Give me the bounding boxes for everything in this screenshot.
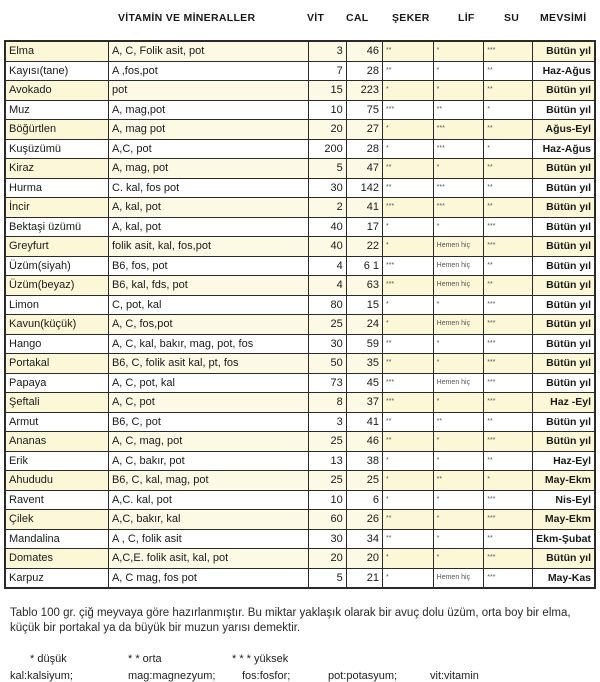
su-rating: ***: [484, 237, 532, 257]
vit-value: 5: [309, 159, 346, 179]
seker-rating: **: [383, 432, 434, 452]
vit-value: 50: [309, 354, 346, 374]
vit-value: 7: [309, 61, 346, 81]
season: Bütün yıl: [532, 237, 595, 257]
table-row: [5, 178, 595, 198]
cal-value: 37: [346, 393, 382, 413]
season: Bütün yıl: [532, 549, 595, 569]
su-rating: ***: [484, 217, 532, 237]
vit-value: 3: [309, 41, 346, 61]
season: Bütün yıl: [532, 100, 595, 120]
cal-value: 46: [346, 432, 382, 452]
lif-rating: *: [433, 432, 484, 452]
lif-rating: *: [433, 217, 484, 237]
fruit-name: Hurma: [5, 178, 108, 198]
seker-rating: **: [383, 412, 434, 432]
table-row: [5, 334, 595, 354]
season: Bütün yıl: [532, 198, 595, 218]
header-vitamin: VİTAMİN VE MİNERALLER: [118, 12, 256, 24]
lif-rating: *: [433, 81, 484, 101]
table-row: [5, 100, 595, 120]
header-lif: LİF: [458, 12, 475, 24]
season: Bütün yıl: [532, 295, 595, 315]
fruit-name: Üzüm(beyaz): [5, 276, 108, 296]
fruit-name: Muz: [5, 100, 108, 120]
seker-rating: *: [383, 471, 434, 491]
vitamins: folik asit, kal, fos,pot: [108, 237, 308, 257]
table-row: [5, 451, 595, 471]
fruit-name: Limon: [5, 295, 108, 315]
vit-value: 25: [309, 432, 346, 452]
season: Bütün yıl: [532, 432, 595, 452]
season: Bütün yıl: [532, 334, 595, 354]
legend-high: * * * yüksek: [232, 653, 289, 665]
lif-rating: *: [433, 451, 484, 471]
vitamins: A,C. kal, pot: [108, 490, 308, 510]
su-rating: **: [484, 276, 532, 296]
header-vit: VİT: [307, 12, 325, 24]
season: May-Ekm: [532, 510, 595, 530]
table-row: [5, 568, 595, 588]
cal-value: 6: [346, 490, 382, 510]
vitamins: B6, fos, pot: [108, 256, 308, 276]
vit-value: 15: [309, 81, 346, 101]
vitamins: A ,fos,pot: [108, 61, 308, 81]
lif-rating: *: [433, 549, 484, 569]
fruit-name: Çilek: [5, 510, 108, 530]
fruit-name: Üzüm(siyah): [5, 256, 108, 276]
seker-rating: **: [383, 159, 434, 179]
cal-value: 17: [346, 217, 382, 237]
su-rating: *: [484, 471, 532, 491]
su-rating: **: [484, 529, 532, 549]
cal-value: 15: [346, 295, 382, 315]
fruit-name: Hango: [5, 334, 108, 354]
table-row: [5, 237, 595, 257]
su-rating: **: [484, 159, 532, 179]
season: Haz-Ağus: [532, 61, 595, 81]
vitamins: B6, C, pot: [108, 412, 308, 432]
vitamins: A,C,E. folik asit, kal, pot: [108, 549, 308, 569]
table-row: [5, 81, 595, 101]
abbr-fos: fos:fosfor;: [242, 670, 291, 682]
fruit-name: Kuşüzümü: [5, 139, 108, 159]
season: Bütün yıl: [532, 41, 595, 61]
cal-value: 34: [346, 529, 382, 549]
season: Nis-Eyl: [532, 490, 595, 510]
vit-value: 73: [309, 373, 346, 393]
su-rating: ***: [484, 510, 532, 530]
fruit-name: Ravent: [5, 490, 108, 510]
vit-value: 8: [309, 393, 346, 413]
seker-rating: *: [383, 120, 434, 140]
su-rating: ***: [484, 490, 532, 510]
cal-value: 59: [346, 334, 382, 354]
cal-value: 26: [346, 510, 382, 530]
lif-rating: *: [433, 61, 484, 81]
table-row: [5, 510, 595, 530]
vitamins: A, kal, pot: [108, 198, 308, 218]
su-rating: *: [484, 139, 532, 159]
cal-value: 46: [346, 41, 382, 61]
table-row: [5, 295, 595, 315]
season: May-Ekm: [532, 471, 595, 491]
lif-rating: ***: [433, 139, 484, 159]
abbr-mag: mag:magnezyum;: [128, 670, 216, 682]
cal-value: 223: [346, 81, 382, 101]
vit-value: 40: [309, 217, 346, 237]
lif-rating: *: [433, 295, 484, 315]
vitamins: A, C, fos,pot: [108, 315, 308, 335]
seker-rating: *: [383, 295, 434, 315]
table-row: [5, 139, 595, 159]
season: Haz-Ağus: [532, 139, 595, 159]
su-rating: **: [484, 256, 532, 276]
vitamins: B6, kal, fds, pot: [108, 276, 308, 296]
vit-value: 40: [309, 237, 346, 257]
lif-rating: *: [433, 490, 484, 510]
fruit-name: Bektaşi üzümü: [5, 217, 108, 237]
vit-value: 30: [309, 334, 346, 354]
table-row: [5, 61, 595, 81]
seker-rating: *: [383, 490, 434, 510]
season: May-Kas: [532, 568, 595, 588]
lif-rating: Hemen hiç: [433, 276, 484, 296]
table-row: [5, 471, 595, 491]
vitamins: A, C, kal, bakır, mag, pot, fos: [108, 334, 308, 354]
lif-rating: **: [433, 100, 484, 120]
abbr-vit: vit:vitamin: [430, 670, 479, 682]
header-seker: ŞEKER: [392, 12, 430, 24]
vit-value: 20: [309, 120, 346, 140]
vit-value: 30: [309, 178, 346, 198]
vit-value: 80: [309, 295, 346, 315]
seker-rating: **: [383, 334, 434, 354]
lif-rating: Hemen hiç: [433, 237, 484, 257]
lif-rating: **: [433, 471, 484, 491]
seker-rating: *: [383, 568, 434, 588]
table-header: [0, 8, 600, 30]
table-row: [5, 276, 595, 296]
su-rating: **: [484, 61, 532, 81]
fruit-table: [4, 40, 596, 589]
vitamins: A, C, bakır, pot: [108, 451, 308, 471]
cal-value: 38: [346, 451, 382, 471]
su-rating: ***: [484, 334, 532, 354]
cal-value: 27: [346, 120, 382, 140]
fruit-name: Greyfurt: [5, 237, 108, 257]
fruit-name: Kiraz: [5, 159, 108, 179]
season: Bütün yıl: [532, 276, 595, 296]
legend: [20, 653, 580, 667]
abbreviations: [10, 670, 600, 682]
vitamins: pot: [108, 81, 308, 101]
vit-value: 30: [309, 529, 346, 549]
table-row: [5, 373, 595, 393]
season: Bütün yıl: [532, 178, 595, 198]
su-rating: ***: [484, 432, 532, 452]
su-rating: **: [484, 120, 532, 140]
season: Ekm-Şubat: [532, 529, 595, 549]
lif-rating: *: [433, 354, 484, 374]
legend-mid: * * orta: [128, 653, 162, 665]
vitamins: A, C mag, fos pot: [108, 568, 308, 588]
lif-rating: Hemen hiç: [433, 256, 484, 276]
cal-value: 45: [346, 373, 382, 393]
vitamins: A,C, bakır, kal: [108, 510, 308, 530]
table-row: [5, 198, 595, 218]
vit-value: 200: [309, 139, 346, 159]
lif-rating: Hemen hiç: [433, 568, 484, 588]
su-rating: ***: [484, 373, 532, 393]
lif-rating: ***: [433, 198, 484, 218]
lif-rating: **: [433, 412, 484, 432]
season: Bütün yıl: [532, 81, 595, 101]
header-su: SU: [504, 12, 520, 24]
season: Bütün yıl: [532, 256, 595, 276]
cal-value: 41: [346, 198, 382, 218]
vitamins: A, mag pot: [108, 120, 308, 140]
table-row: [5, 549, 595, 569]
fruit-name: Erik: [5, 451, 108, 471]
vitamins: A , C, folik asit: [108, 529, 308, 549]
table-row: [5, 41, 595, 61]
cal-value: 35: [346, 354, 382, 374]
cal-value: 75: [346, 100, 382, 120]
vit-value: 3: [309, 412, 346, 432]
fruit-name: İncir: [5, 198, 108, 218]
lif-rating: ***: [433, 178, 484, 198]
lif-rating: *: [433, 159, 484, 179]
lif-rating: *: [433, 529, 484, 549]
su-rating: **: [484, 451, 532, 471]
table-row: [5, 315, 595, 335]
fruit-name: Kayısı(tane): [5, 61, 108, 81]
cal-value: 6 1: [346, 256, 382, 276]
fruit-name: Papaya: [5, 373, 108, 393]
vitamins: C, pot, kal: [108, 295, 308, 315]
vitamins: A, C, Folik asit, pot: [108, 41, 308, 61]
su-rating: ***: [484, 549, 532, 569]
season: Ağus-Eyl: [532, 120, 595, 140]
season: Bütün yıl: [532, 354, 595, 374]
table-row: [5, 412, 595, 432]
lif-rating: Hemen hiç: [433, 315, 484, 335]
header-cal: CAL: [346, 12, 369, 24]
vitamins: A, mag, pot: [108, 159, 308, 179]
cal-value: 25: [346, 471, 382, 491]
seker-rating: ***: [383, 198, 434, 218]
vit-value: 2: [309, 198, 346, 218]
fruit-name: Şeftali: [5, 393, 108, 413]
season: Bütün yıl: [532, 315, 595, 335]
lif-rating: *: [433, 510, 484, 530]
table-row: [5, 354, 595, 374]
lif-rating: *: [433, 393, 484, 413]
abbr-kal: kal:kalsiyum;: [10, 670, 73, 682]
fruit-name: Böğürtlen: [5, 120, 108, 140]
vitamins: A, C, pot, kal: [108, 373, 308, 393]
su-rating: **: [484, 81, 532, 101]
season: Bütün yıl: [532, 373, 595, 393]
su-rating: ***: [484, 393, 532, 413]
fruit-name: Avokado: [5, 81, 108, 101]
vit-value: 4: [309, 256, 346, 276]
seker-rating: *: [383, 549, 434, 569]
su-rating: **: [484, 412, 532, 432]
seker-rating: *: [383, 237, 434, 257]
cal-value: 41: [346, 412, 382, 432]
seker-rating: ***: [383, 256, 434, 276]
seker-rating: **: [383, 178, 434, 198]
cal-value: 22: [346, 237, 382, 257]
vitamins: A,C, pot: [108, 139, 308, 159]
su-rating: *: [484, 100, 532, 120]
cal-value: 24: [346, 315, 382, 335]
su-rating: ***: [484, 41, 532, 61]
lif-rating: Hemen hiç: [433, 373, 484, 393]
cal-value: 21: [346, 568, 382, 588]
season: Bütün yıl: [532, 217, 595, 237]
seker-rating: **: [383, 61, 434, 81]
fruit-name: Ahududu: [5, 471, 108, 491]
fruit-name: Ananas: [5, 432, 108, 452]
fruit-name: Mandalina: [5, 529, 108, 549]
table-row: [5, 432, 595, 452]
seker-rating: ***: [383, 393, 434, 413]
seker-rating: *: [383, 81, 434, 101]
cal-value: 20: [346, 549, 382, 569]
vitamins: A, kal, pot: [108, 217, 308, 237]
seker-rating: **: [383, 354, 434, 374]
seker-rating: **: [383, 510, 434, 530]
vit-value: 25: [309, 471, 346, 491]
seker-rating: ***: [383, 373, 434, 393]
su-rating: **: [484, 198, 532, 218]
table-row: [5, 159, 595, 179]
season: Bütün yıl: [532, 159, 595, 179]
vitamins: C. kal, fos pot: [108, 178, 308, 198]
su-rating: **: [484, 178, 532, 198]
vit-value: 10: [309, 490, 346, 510]
fruit-name: Portakal: [5, 354, 108, 374]
seker-rating: *: [383, 217, 434, 237]
season: Haz -Eyl: [532, 393, 595, 413]
fruit-name: Elma: [5, 41, 108, 61]
fruit-name: Karpuz: [5, 568, 108, 588]
vit-value: 10: [309, 100, 346, 120]
su-rating: ***: [484, 354, 532, 374]
table-row: [5, 490, 595, 510]
vitamins: A, C, mag, pot: [108, 432, 308, 452]
fruit-name: Armut: [5, 412, 108, 432]
table-row: [5, 529, 595, 549]
vitamins: A, mag,pot: [108, 100, 308, 120]
season: Bütün yıl: [532, 412, 595, 432]
seker-rating: *: [383, 451, 434, 471]
table-row: [5, 120, 595, 140]
table-row: [5, 217, 595, 237]
vit-value: 60: [309, 510, 346, 530]
header-mevsim: MEVSİMİ: [540, 12, 587, 24]
cal-value: 142: [346, 178, 382, 198]
season: Haz-Eyl: [532, 451, 595, 471]
legend-low: * düşük: [30, 653, 67, 665]
seker-rating: *: [383, 315, 434, 335]
su-rating: ***: [484, 315, 532, 335]
table-row: [5, 256, 595, 276]
cal-value: 28: [346, 61, 382, 81]
lif-rating: ***: [433, 120, 484, 140]
vitamins: A, C, pot: [108, 393, 308, 413]
table-row: [5, 393, 595, 413]
lif-rating: *: [433, 334, 484, 354]
vit-value: 25: [309, 315, 346, 335]
su-rating: ***: [484, 295, 532, 315]
seker-rating: *: [383, 139, 434, 159]
seker-rating: **: [383, 41, 434, 61]
vitamins: B6, C, folik asit kal, pt, fos: [108, 354, 308, 374]
seker-rating: **: [383, 529, 434, 549]
vit-value: 5: [309, 568, 346, 588]
vit-value: 13: [309, 451, 346, 471]
cal-value: 63: [346, 276, 382, 296]
fruit-table-body: [5, 41, 595, 588]
abbr-pot: pot:potasyum;: [328, 670, 398, 682]
vit-value: 4: [309, 276, 346, 296]
lif-rating: *: [433, 41, 484, 61]
seker-rating: ***: [383, 100, 434, 120]
su-rating: ***: [484, 568, 532, 588]
cal-value: 47: [346, 159, 382, 179]
vitamins: B6, C, kal, mag, pot: [108, 471, 308, 491]
seker-rating: ***: [383, 276, 434, 296]
cal-value: 28: [346, 139, 382, 159]
vit-value: 20: [309, 549, 346, 569]
table-caption: Tablo 100 gr. çiğ meyvaya göre hazırlanmıştır. Bu miktar yaklaşık olarak bir avuç dolu üzüm, orta boy bir elma, küçük bir portakal ya da büyük bir muzun yarısı demektir.: [10, 607, 571, 634]
fruit-name: Domates: [5, 549, 108, 569]
fruit-name: Kavun(küçük): [5, 315, 108, 335]
